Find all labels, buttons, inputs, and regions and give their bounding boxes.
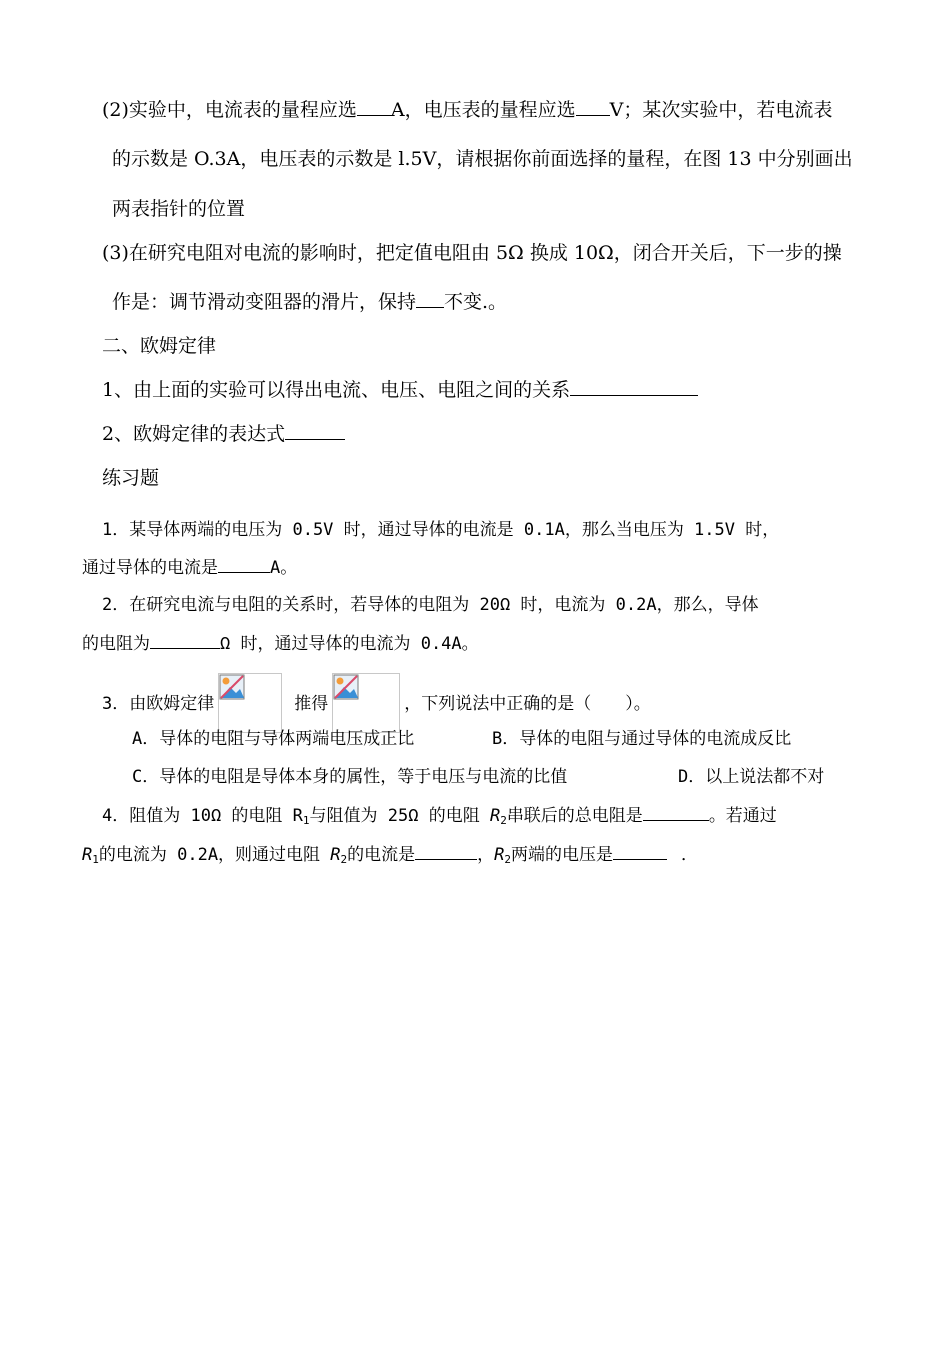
- text: 与阻值为 25Ω 的电阻: [309, 806, 490, 826]
- text: 2、欧姆定律的表达式: [102, 423, 286, 445]
- broken-image-icon: [333, 674, 359, 700]
- text: 的电流为 0.2A，则通过电阻: [98, 845, 331, 865]
- subscript: 2: [340, 853, 348, 866]
- answer-blank: [285, 421, 345, 440]
- answer-blank: [218, 554, 270, 573]
- text: A，电压表的量程应选: [390, 99, 576, 121]
- option-a: A．导体的电阻与导体两端电压成正比: [132, 729, 415, 749]
- subscript: 2: [504, 853, 512, 866]
- answer-blank: [576, 97, 610, 116]
- formula-image-1: [218, 673, 282, 733]
- practice-4-line1: [102, 802, 777, 828]
- text: 通过导体的电流是: [82, 558, 218, 578]
- answer-blank: [416, 289, 444, 308]
- q3-line1: (3)在研究电阻对电流的影响时，把定值电阻由 5Ω 换成 10Ω，闭合开关后，下一步的操: [102, 242, 842, 264]
- option-c: C．导体的电阻是导体本身的属性，等于电压与电流的比值: [132, 767, 568, 787]
- answer-blank: [357, 97, 391, 116]
- text: 推得: [294, 694, 329, 714]
- practice-1-line2: [82, 554, 297, 580]
- practice-heading: 练习题: [102, 467, 160, 489]
- ohm-item-1: [102, 377, 698, 403]
- subscript: 1: [92, 853, 99, 866]
- text: 的电流是: [347, 845, 416, 865]
- answer-blank: [643, 802, 709, 821]
- text: 1、由上面的实验可以得出电流、电压、电阻之间的关系: [102, 379, 571, 401]
- text: ，下列说法中正确的是（ ）。: [404, 694, 651, 714]
- text: 不变.。: [444, 291, 508, 313]
- text: 串联后的总电阻是: [506, 806, 643, 826]
- text: (2)实验中，电流表的量程应选: [102, 99, 357, 121]
- text: 3．由欧姆定律: [102, 694, 215, 714]
- answer-blank: [570, 377, 698, 396]
- text: V；某次实验中，若电流表: [609, 99, 833, 121]
- practice-2-line1: 2．在研究电流与电阻的关系时，若导体的电阻为 20Ω 时，电流为 0.2A，那么，导体: [102, 595, 759, 615]
- broken-image-icon: [219, 674, 245, 700]
- symbol: R: [82, 845, 93, 865]
- symbol: R: [489, 806, 501, 826]
- answer-blank: [150, 630, 220, 649]
- formula-image-2: [332, 673, 400, 733]
- answer-blank: [415, 841, 477, 860]
- subscript: 2: [500, 814, 507, 827]
- text: 作是：调节滑动变阻器的滑片，保持: [112, 291, 417, 313]
- practice-1-line1: 1．某导体两端的电压为 0.5V 时，通过导体的电流是 0.1A，那么当电压为 1.5V 时，: [102, 520, 780, 540]
- option-d: D．以上说法都不对: [678, 767, 825, 787]
- text: 。若通过: [708, 806, 777, 826]
- ohm-item-2: [102, 421, 345, 447]
- text: 的电阻为: [82, 634, 150, 654]
- practice-3-line1: [102, 673, 651, 721]
- q3-line2: [112, 289, 507, 315]
- practice-2-line2: [82, 630, 479, 656]
- section-heading-ohm: 二、欧姆定律: [102, 335, 217, 357]
- q2-line3: 两表指针的位置: [112, 198, 246, 220]
- text: ，: [477, 845, 495, 865]
- text: Ω 时，通过导体的电流为 0.4A。: [220, 634, 479, 654]
- practice-4-line2: [82, 841, 698, 867]
- text: A。: [270, 558, 298, 578]
- answer-blank: [613, 841, 667, 860]
- subscript: 1: [302, 814, 310, 827]
- text: ．: [681, 845, 699, 865]
- symbol: R: [494, 845, 505, 865]
- q2-line2: 的示数是 O.3A，电压表的示数是 l.5V，请根据你前面选择的量程，在图 13 中分别画出: [112, 148, 853, 170]
- text: 4．阻值为 10Ω 的电阻 R: [102, 806, 303, 826]
- q2-line1: [102, 97, 832, 123]
- option-b: B．导体的电阻与通过导体的电流成反比: [492, 729, 792, 749]
- symbol: R: [330, 845, 341, 865]
- text: 两端的电压是: [511, 845, 614, 865]
